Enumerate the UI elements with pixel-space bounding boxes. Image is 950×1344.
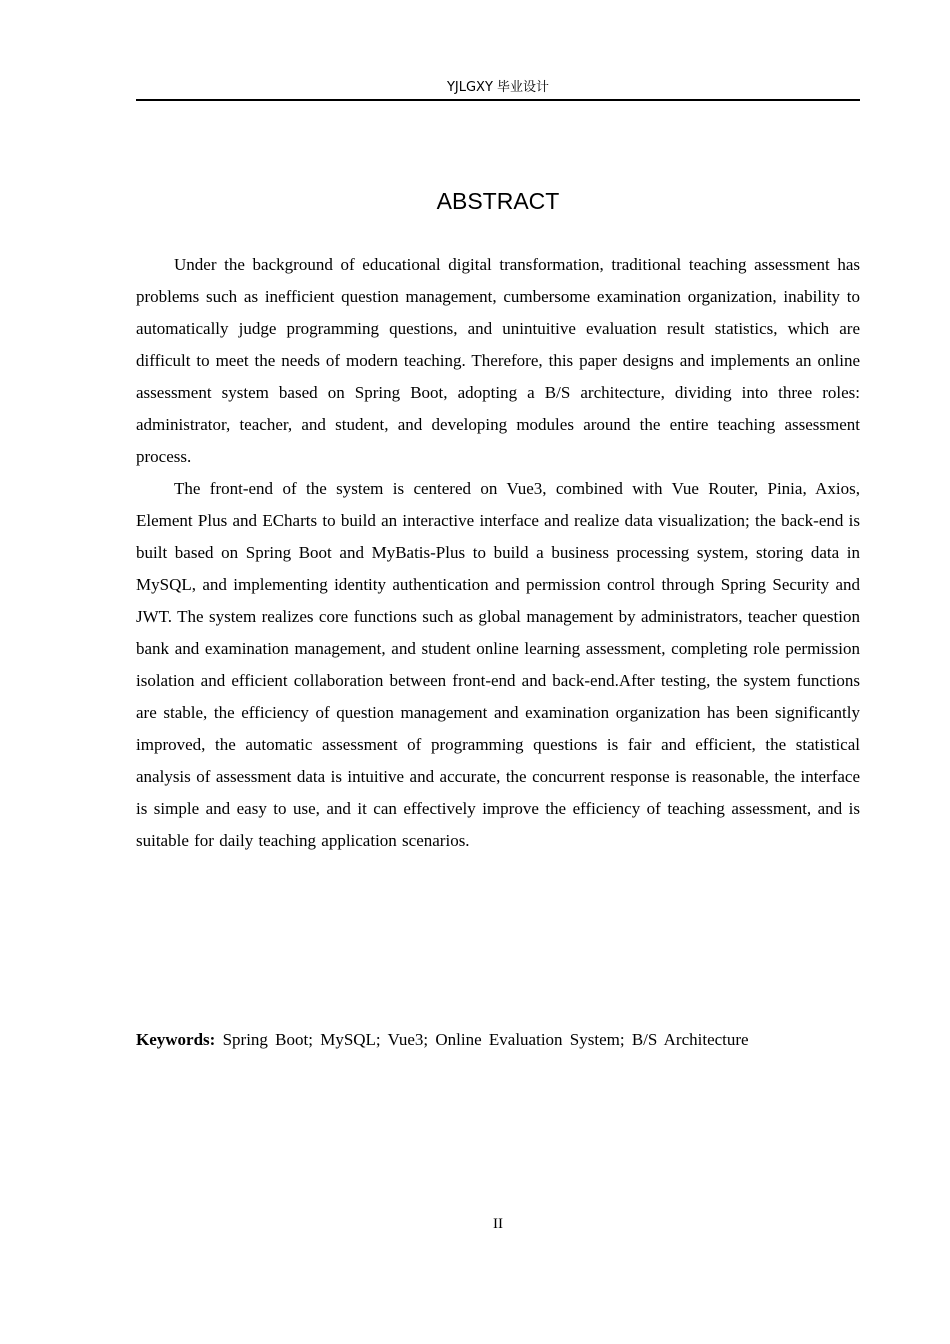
running-header: YJLGXY 毕业设计 xyxy=(446,80,550,95)
keywords-line xyxy=(136,1026,860,1054)
abstract-body xyxy=(136,249,860,857)
abstract-title: ABSTRACT xyxy=(436,188,560,214)
abstract-paragraph-1: Under the background of educational digital transformation, traditional teaching assessment has problems such as inefficient question management, cumbersome examination organization, inability to automatically judge programming questions, and unintuitive evaluation result statistics, which are difficult to meet the needs of modern teaching. Therefore, this paper designs and implements an online assessment system based on Spring Boot, adopting a B/S architecture, dividing into three roles: administrator, teacher, and student, and developing modules around the entire teaching assessment process. xyxy=(136,255,860,466)
keywords-label: Keywords: xyxy=(136,1030,216,1049)
keywords-text: Spring Boot; MySQL; Vue3; Online Evaluation System; B/S Architecture xyxy=(222,1030,749,1049)
abstract-paragraph-2: The front-end of the system is centered on Vue3, combined with Vue Router, Pinia, Axios, Element Plus and ECharts to build an interactive interface and realize data visualization; the back-end is built based on Spring Boot and MyBatis-Plus to build a business processing system, storing data in MySQL, and implementing identity authentication and permission control through Spring Security and JWT. The system realizes core functions such as global management by administrators, teacher question bank and examination management, and student online learning assessment, completing role permission isolation and efficient collaboration between front-end and back-end.After testing, the system functions are stable, the efficiency of question management and examination organization has been significantly improved, the automatic assessment of programming questions is fair and efficient, the statistical analysis of assessment data is intuitive and accurate, the concurrent response is reasonable, the interface is simple and easy to use, and it can effectively improve the efficiency of teaching assessment, and is suitable for daily teaching application scenarios. xyxy=(136,479,860,850)
page-number: II xyxy=(493,1216,503,1232)
header-rule xyxy=(136,99,860,101)
